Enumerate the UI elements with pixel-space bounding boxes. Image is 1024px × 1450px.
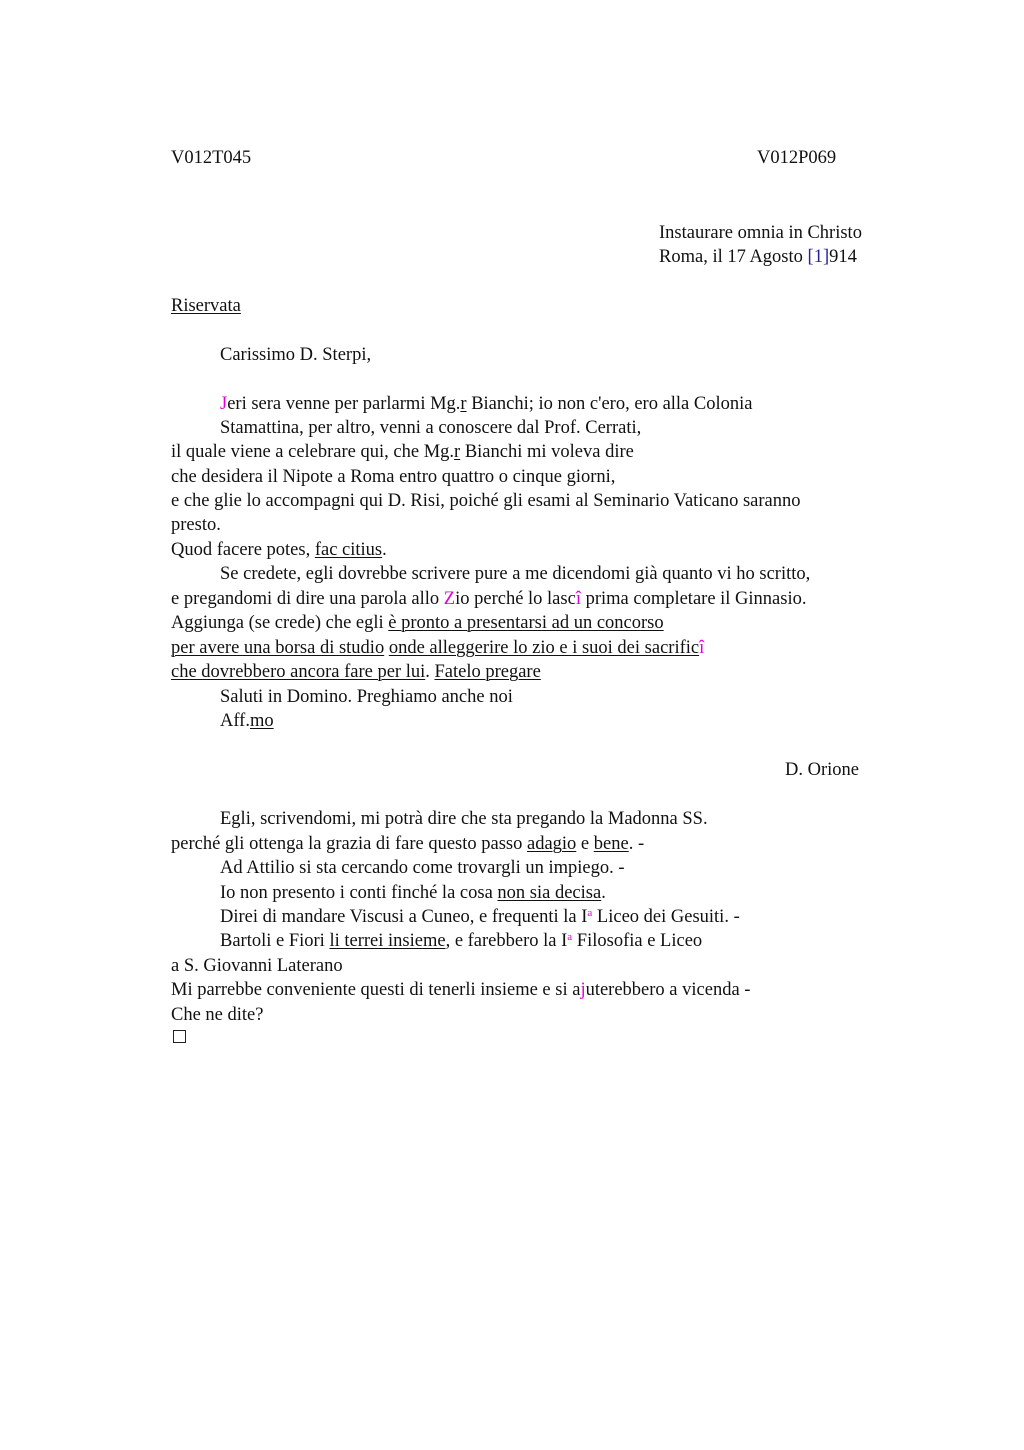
postscript-line-4: Io non presento i conti finché la cosa non sia decisa. xyxy=(220,883,606,903)
body-line-2: Stamattina, per altro, venni a conoscere dal Prof. Cerrati, xyxy=(220,418,642,438)
body-line-3: il quale viene a celebrare qui, che Mg.r Bianchi mi voleva dire xyxy=(171,442,634,462)
page-code-right: V012P069 xyxy=(757,148,837,168)
body-line-1: Jeri sera venne per parlarmi Mg.r Bianchi; io non c'ero, ero alla Colonia xyxy=(220,394,753,414)
body-line-6: presto. xyxy=(171,515,221,535)
body-line-10: Aggiunga (se crede) che egli è pronto a presentarsi ad un concorso xyxy=(171,613,664,633)
reserved-label: Riservata xyxy=(171,296,241,316)
motto: Instaurare omnia in Christo xyxy=(659,223,862,243)
end-marker-box xyxy=(173,1030,186,1043)
signature: D. Orione xyxy=(785,760,859,780)
postscript-line-7: a S. Giovanni Laterano xyxy=(171,956,343,976)
date-line: Roma, il 17 Agosto [1]914 xyxy=(659,247,857,267)
body-line-7: Quod facere potes, fac citius. xyxy=(171,540,387,560)
body-line-5: e che glie lo accompagni qui D. Risi, poiché gli esami al Seminario Vaticano saranno xyxy=(171,491,801,511)
closing: Aff.mo xyxy=(220,711,274,731)
postscript-line-2: perché gli ottenga la grazia di fare questo passo adagio e bene. - xyxy=(171,834,645,854)
postscript-line-5: Direi di mandare Viscusi a Cuneo, e frequenti la $I^a$ Liceo dei Gesuiti. - xyxy=(220,907,740,927)
body-line-8: Se credete, egli dovrebbe scrivere pure a me dicendomi già quanto vi ho scritto, xyxy=(220,564,811,584)
postscript-line-6: Bartoli e Fiori li terrei insieme, e farebbero la $I^a$ Filosofia e Liceo xyxy=(220,931,703,951)
body-line-12: che dovrebbero ancora fare per lui. Fatelo pregare xyxy=(171,662,541,682)
document-code-left: V012T045 xyxy=(171,148,252,168)
postscript-line-8: Mi parrebbe conveniente questi di tenerli insieme e si ajuterebbero a vicenda - xyxy=(171,980,751,1000)
body-line-9: e pregandomi di dire una parola allo Zio perché lo lascî prima completare il Ginnasio. xyxy=(171,589,807,609)
body-line-11: per avere una borsa di studio onde alleggerire lo zio e i suoi dei sacrificî xyxy=(171,638,705,658)
salutation: Carissimo D. Sterpi, xyxy=(220,345,372,365)
postscript-line-1: Egli, scrivendomi, mi potrà dire che sta pregando la Madonna SS. xyxy=(220,809,708,829)
postscript-line-9: Che ne dite? xyxy=(171,1005,264,1025)
body-line-4: che desidera il Nipote a Roma entro quattro o cinque giorni, xyxy=(171,467,616,487)
body-line-13: Saluti in Domino. Preghiamo anche noi xyxy=(220,687,513,707)
postscript-line-3: Ad Attilio si sta cercando come trovargli un impiego. - xyxy=(220,858,625,878)
